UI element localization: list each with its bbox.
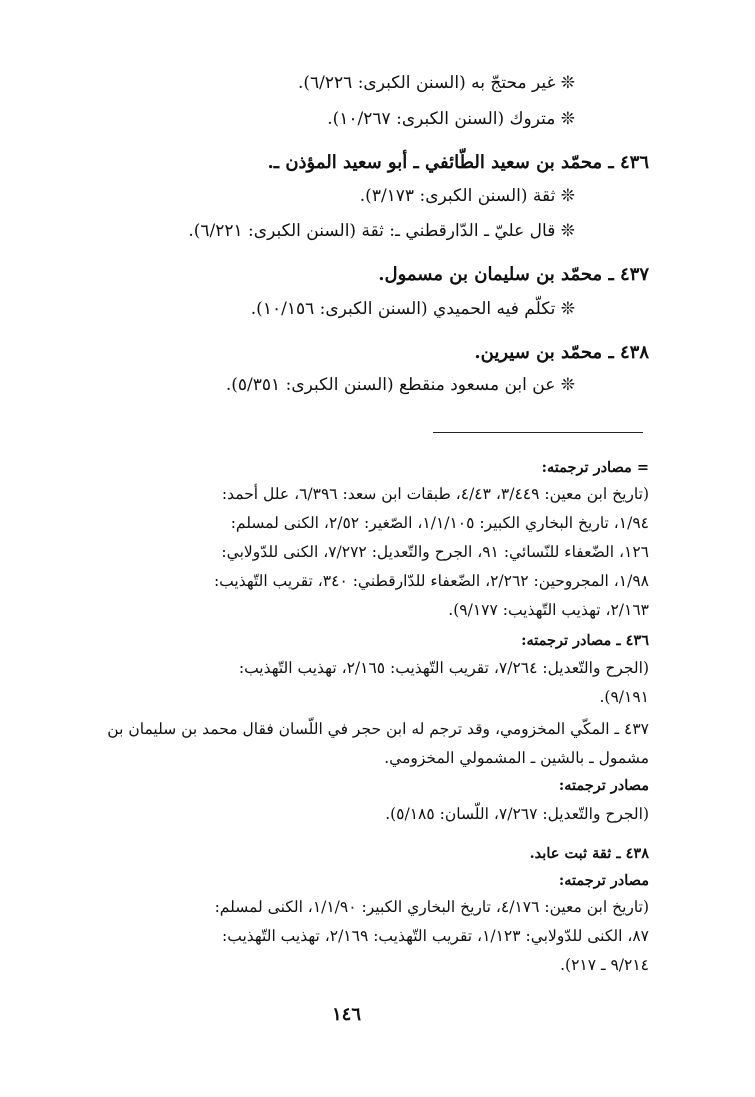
entry-title-437: ٤٣٧ ـ محمّد بن سليمان بن مسمول. [378, 264, 649, 285]
entry-title-436: ٤٣٦ ـ محمّد بن سعيد الطّائفي ـ أبو سعيد المؤذن ـ. [267, 152, 649, 173]
footnote-line: ٨٧، الكنى للدّولابي: ١/١٢٣، تقريب التّهذيب: ٢/١٦٩، تهذيب التّهذيب: [222, 927, 649, 945]
footnote-line: ٩/١٩١). [599, 688, 649, 706]
footnote-line: ١/٩٨، المجروحين: ٢/٢٦٢، الضّعفاء للدّارقطني: ٣٤٠، تقريب التّهذيب: [213, 572, 649, 590]
entry-title-438: ٤٣٨ ـ محمّد بن سيرين. [474, 342, 649, 363]
footnote-line: (تاريخ ابن معين: ٣/٤٤٩، ٤/٤٣، طبقات ابن سعد: ٦/٣٩٦، علل أحمد: [221, 485, 649, 503]
footnote-heading: مصادر ترجمته: [558, 777, 649, 794]
footnote-line: ٩/٢١٤ ـ ٢١٧). [560, 956, 649, 974]
entry-line: ❊ عن ابن مسعود منقطع (السنن الكبرى: ٥/٣٥١). [225, 375, 575, 395]
entry-line: ❊ متروك (السنن الكبرى: ١٠/٢٦٧). [327, 109, 575, 129]
footnote-heading: = مصادر ترجمته: [541, 459, 649, 476]
footnote-line: ١/٩٤، تاريخ البخاري الكبير: ١/١/١٠٥، الصّغير: ٢/٥٢، الكنى لمسلم: [230, 514, 649, 532]
entry-line: ❊ ثقة (السنن الكبرى: ٣/١٧٣). [359, 186, 575, 206]
footnote-heading: ٤٣٦ ـ مصادر ترجمته: [521, 632, 649, 649]
entry-line: ❊ قال عليّ ـ الدّارقطني ـ: ثقة (السنن الكبرى: ٦/٢٢١). [188, 221, 575, 241]
footnote-line: مشمول ـ بالشين ـ المشمولي المخزومي. [384, 749, 649, 767]
footnote-separator [433, 432, 643, 433]
entry-line: ❊ تكلّم فيه الحميدي (السنن الكبرى: ١٠/١٥٦). [250, 299, 575, 319]
page-number: ١٤٦ [332, 1004, 362, 1025]
footnote-line: (تاريخ ابن معين: ٤/١٧٦، تاريخ البخاري الكبير: ١/١/٩٠، الكنى لمسلم: [214, 898, 649, 916]
footnote-line: ٢/١٦٣، تهذيب التّهذيب: ٩/١٧٧). [448, 601, 649, 619]
footnote-heading: مصادر ترجمته: [558, 872, 649, 889]
footnote-line: ٤٣٧ ـ المكّي المخزومي، وقد ترجم له ابن حجر في اللّسان فقال محمد بن سليمان بن [107, 720, 649, 738]
footnote-line: ١٢٦، الضّعفاء للنّسائي: ٩١، الجرح والتّعديل: ٧/٢٧٢، الكنى للدّولابي: [221, 543, 649, 561]
footnote-line: (الجرح والتّعديل: ٧/٢٦٧، اللّسان: ٥/١٨٥). [385, 805, 649, 823]
footnote-line: (الجرح والتّعديل: ٧/٢٦٤، تقريب التّهذيب: ٢/١٦٥، تهذيب التّهذيب: [238, 659, 649, 677]
entry-line: ❊ غير محتجّ به (السنن الكبرى: ٦/٢٢٦). [297, 73, 575, 93]
footnote-heading: ٤٣٨ ـ ثقة ثبت عابد. [529, 845, 649, 862]
